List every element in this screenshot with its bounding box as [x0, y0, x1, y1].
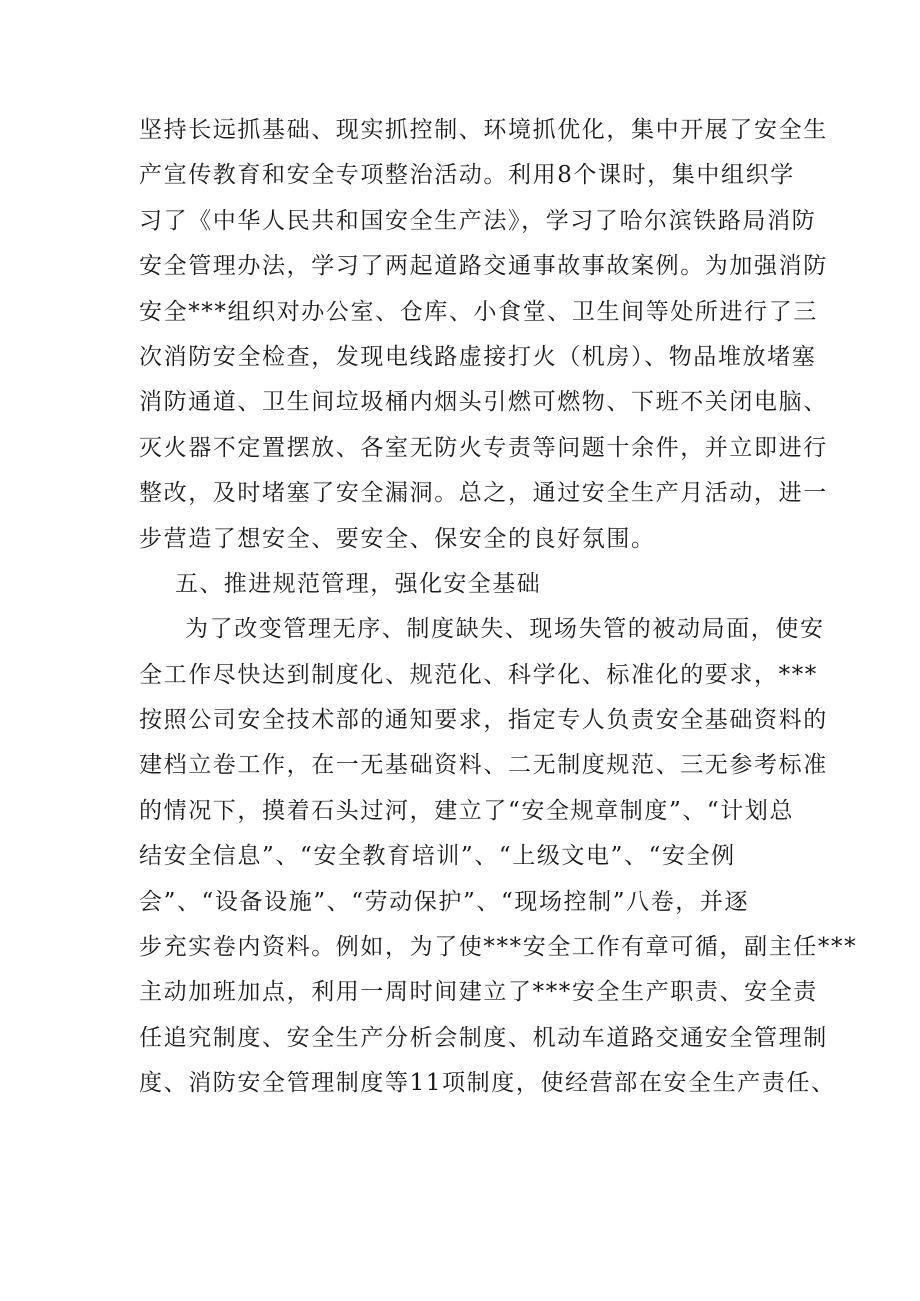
- paragraph-line: 步充实卷内资料。例如，为了使***安全工作有章可循，副主任***: [139, 934, 858, 961]
- paragraph-line: 安全管理办法，学习了两起道路交通事故事故案例。为加强消防: [139, 253, 828, 280]
- paragraph-line: 全工作尽快达到制度化、规范化、科学化、标准化的要求，***: [139, 661, 818, 688]
- paragraph-line: 按照公司安全技术部的通知要求，指定专人负责安全基础资料的: [139, 707, 828, 734]
- paragraph-line: 安全***组织对办公室、仓库、小食堂、卫生间等处所进行了三: [139, 298, 818, 325]
- paragraph-line: 建档立卷工作，在一无基础资料、二无制度规范、三无参考标准: [139, 752, 828, 779]
- paragraph-line: 任追究制度、安全生产分析会制度、机动车道路交通安全管理制: [139, 1024, 828, 1051]
- paragraph-line: 灭火器不定置摆放、各室无防火专责等问题十余件，并立即进行: [139, 434, 828, 461]
- paragraph-line: 为了改变管理无序、制度缺失、现场失管的被动局面，使安: [185, 616, 825, 643]
- paragraph-line: 步营造了想安全、要安全、保安全的良好氛围。: [139, 525, 656, 552]
- paragraph-line: 次消防安全检查，发现电线路虚接打火（机房）、物品堆放堵塞: [139, 343, 817, 370]
- paragraph-line: 度、消防安全管理制度等11项制度，使经营部在安全生产责任、: [139, 1070, 836, 1097]
- section-heading: 五、推进规范管理，强化安全基础: [175, 570, 541, 597]
- paragraph-line: 结安全信息”、“安全教育培训”、“上级文电”、“安全例: [139, 843, 736, 870]
- paragraph-line: 坚持长远抓基础、现实抓控制、环境抓优化，集中开展了安全生: [139, 117, 828, 143]
- paragraph-line: 消防通道、卫生间垃圾桶内烟头引燃可燃物、下班不关闭电脑、: [139, 389, 828, 416]
- paragraph-line: 习了《中华人民共和国安全生产法》，学习了哈尔滨铁路局消防: [139, 207, 817, 234]
- paragraph-line: 产宣传教育和安全专项整治活动。利用8个课时，集中组织学: [139, 162, 795, 189]
- paragraph-line: 整改，及时堵塞了安全漏洞。总之，通过安全生产月活动，进一: [139, 480, 828, 507]
- paragraph-line: 会”、“设备设施”、“劳动保护”、“现场控制”八卷，并逐: [139, 888, 750, 915]
- paragraph-line: 主动加班加点，利用一周时间建立了***安全生产职责、安全责: [139, 979, 818, 1006]
- paragraph-line: 的情况下，摸着石头过河，建立了“安全规章制度”、“计划总: [139, 797, 795, 824]
- document-body: [139, 108, 858, 1107]
